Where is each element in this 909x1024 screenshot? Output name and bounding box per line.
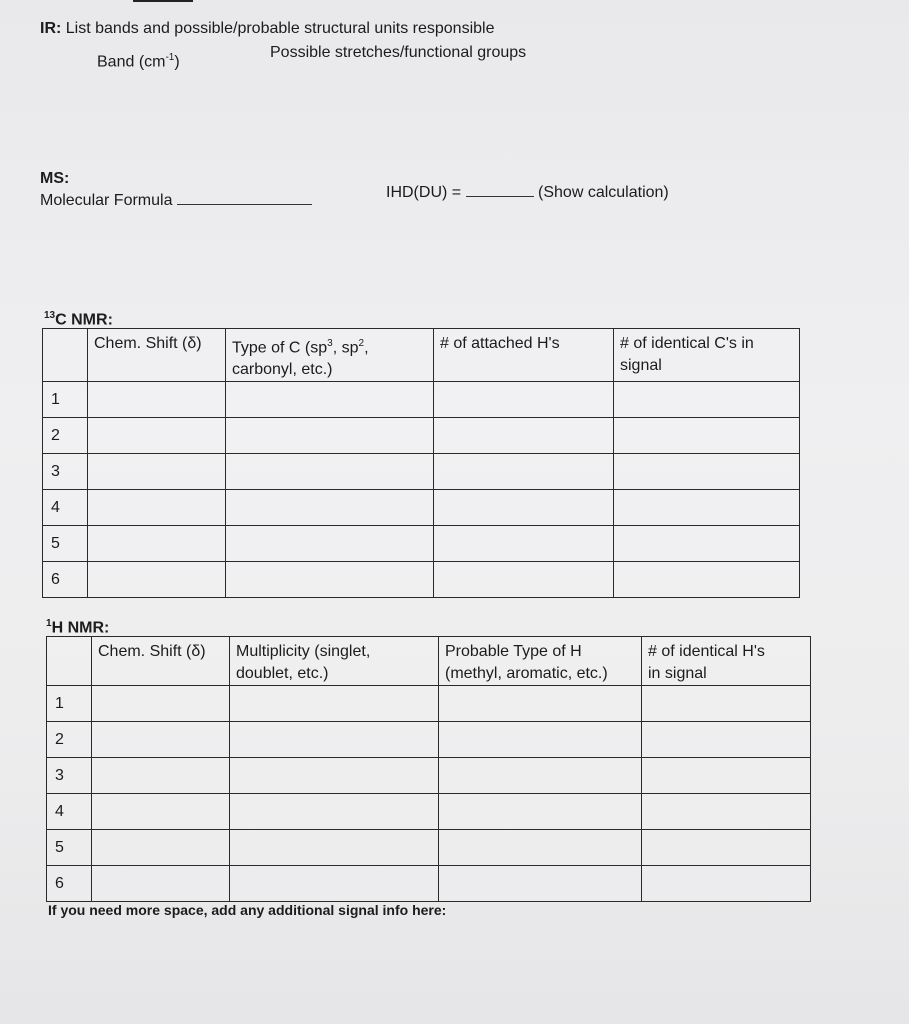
row-number: 4 (47, 794, 92, 830)
cell[interactable] (439, 794, 642, 830)
c13-table (42, 328, 800, 598)
cell[interactable] (439, 758, 642, 794)
top-rule (133, 0, 193, 2)
cell[interactable] (230, 686, 439, 722)
row-number: 5 (43, 526, 88, 562)
row-number: 6 (43, 562, 88, 598)
cell[interactable] (88, 454, 226, 490)
cell[interactable] (92, 758, 230, 794)
cell[interactable] (230, 794, 439, 830)
footer-note: If you need more space, add any additional signal info here: (48, 902, 447, 918)
table-row (43, 562, 800, 598)
h1-col-identical: # of identical H's in signal (642, 637, 811, 686)
table-row (43, 490, 800, 526)
cell[interactable] (92, 830, 230, 866)
cell[interactable] (88, 526, 226, 562)
row-number: 1 (47, 686, 92, 722)
row-number: 3 (43, 454, 88, 490)
c13-col-shift: Chem. Shift (δ) (88, 329, 226, 382)
cell[interactable] (642, 866, 811, 902)
cell[interactable] (439, 830, 642, 866)
table-row (43, 418, 800, 454)
c13-col-attached: # of attached H's (434, 329, 614, 382)
h1-col-shift: Chem. Shift (δ) (92, 637, 230, 686)
cell[interactable] (226, 454, 434, 490)
row-number: 6 (47, 866, 92, 902)
ms-ihd-row (386, 184, 669, 202)
cell[interactable] (226, 418, 434, 454)
table-row (43, 454, 800, 490)
table-row (47, 830, 811, 866)
cell[interactable] (88, 382, 226, 418)
ir-groups-label: Possible stretches/functional groups (270, 44, 527, 61)
cell[interactable] (226, 490, 434, 526)
cell[interactable] (439, 866, 642, 902)
table-row (43, 382, 800, 418)
row-number: 2 (47, 722, 92, 758)
cell[interactable] (434, 454, 614, 490)
cell[interactable] (434, 490, 614, 526)
cell[interactable] (434, 418, 614, 454)
h1-heading: $^1$H NMR: (46, 618, 110, 637)
cell[interactable] (434, 562, 614, 598)
cell[interactable] (88, 490, 226, 526)
cell[interactable] (614, 454, 800, 490)
cell[interactable] (88, 418, 226, 454)
ms-calc-note: (Show calculation) (538, 184, 669, 201)
ms-formula-row (40, 192, 312, 210)
c13-col-type: Type of C ($sp^3$, $sp^2$, carbonyl, etc.) (226, 329, 434, 382)
cell[interactable] (642, 758, 811, 794)
cell[interactable] (614, 418, 800, 454)
cell[interactable] (92, 794, 230, 830)
ms-ihd-blank[interactable] (466, 196, 534, 197)
cell[interactable] (230, 866, 439, 902)
row-number: 2 (43, 418, 88, 454)
row-number: 5 (47, 830, 92, 866)
cell[interactable] (642, 686, 811, 722)
table-row (47, 866, 811, 902)
h1-header-row (47, 637, 811, 686)
cell[interactable] (614, 526, 800, 562)
cell[interactable] (88, 562, 226, 598)
cell[interactable] (614, 490, 800, 526)
table-row (43, 526, 800, 562)
ir-instruction: List bands and possible/probable structural units responsible (65, 20, 495, 37)
h1-col-multiplicity: Multiplicity (singlet, doublet, etc.) (230, 637, 439, 686)
cell[interactable] (230, 830, 439, 866)
c13-header-row (43, 329, 800, 382)
cell[interactable] (439, 686, 642, 722)
table-row (47, 722, 811, 758)
cell[interactable] (439, 722, 642, 758)
table-row (47, 758, 811, 794)
ms-formula-label: Molecular Formula (40, 192, 173, 209)
h1-corner (47, 637, 92, 686)
cell[interactable] (642, 794, 811, 830)
cell[interactable] (230, 758, 439, 794)
ir-section (40, 20, 494, 38)
cell[interactable] (92, 722, 230, 758)
h1-table (46, 636, 811, 902)
cell[interactable] (92, 686, 230, 722)
cell[interactable] (642, 830, 811, 866)
c13-col-identical: # of identical C's in signal (614, 329, 800, 382)
cell[interactable] (230, 722, 439, 758)
cell[interactable] (614, 562, 800, 598)
cell[interactable] (614, 382, 800, 418)
cell[interactable] (642, 722, 811, 758)
ms-formula-blank[interactable] (177, 204, 312, 205)
cell[interactable] (226, 382, 434, 418)
c13-corner (43, 329, 88, 382)
ms-heading: MS: (40, 170, 70, 187)
table-row (47, 686, 811, 722)
cell[interactable] (92, 866, 230, 902)
cell[interactable] (434, 382, 614, 418)
c13-heading: $^{13}$C NMR: (44, 310, 113, 329)
cell[interactable] (226, 562, 434, 598)
table-row (47, 794, 811, 830)
cell[interactable] (226, 526, 434, 562)
ir-band-label: Band $(cm^{-1})$ (97, 52, 180, 71)
cell[interactable] (434, 526, 614, 562)
ms-ihd-label: IHD(DU) = (386, 184, 462, 201)
row-number: 1 (43, 382, 88, 418)
row-number: 3 (47, 758, 92, 794)
ir-heading: IR: (40, 20, 62, 37)
h1-col-type: Probable Type of H (methyl, aromatic, etc.) (439, 637, 642, 686)
row-number: 4 (43, 490, 88, 526)
